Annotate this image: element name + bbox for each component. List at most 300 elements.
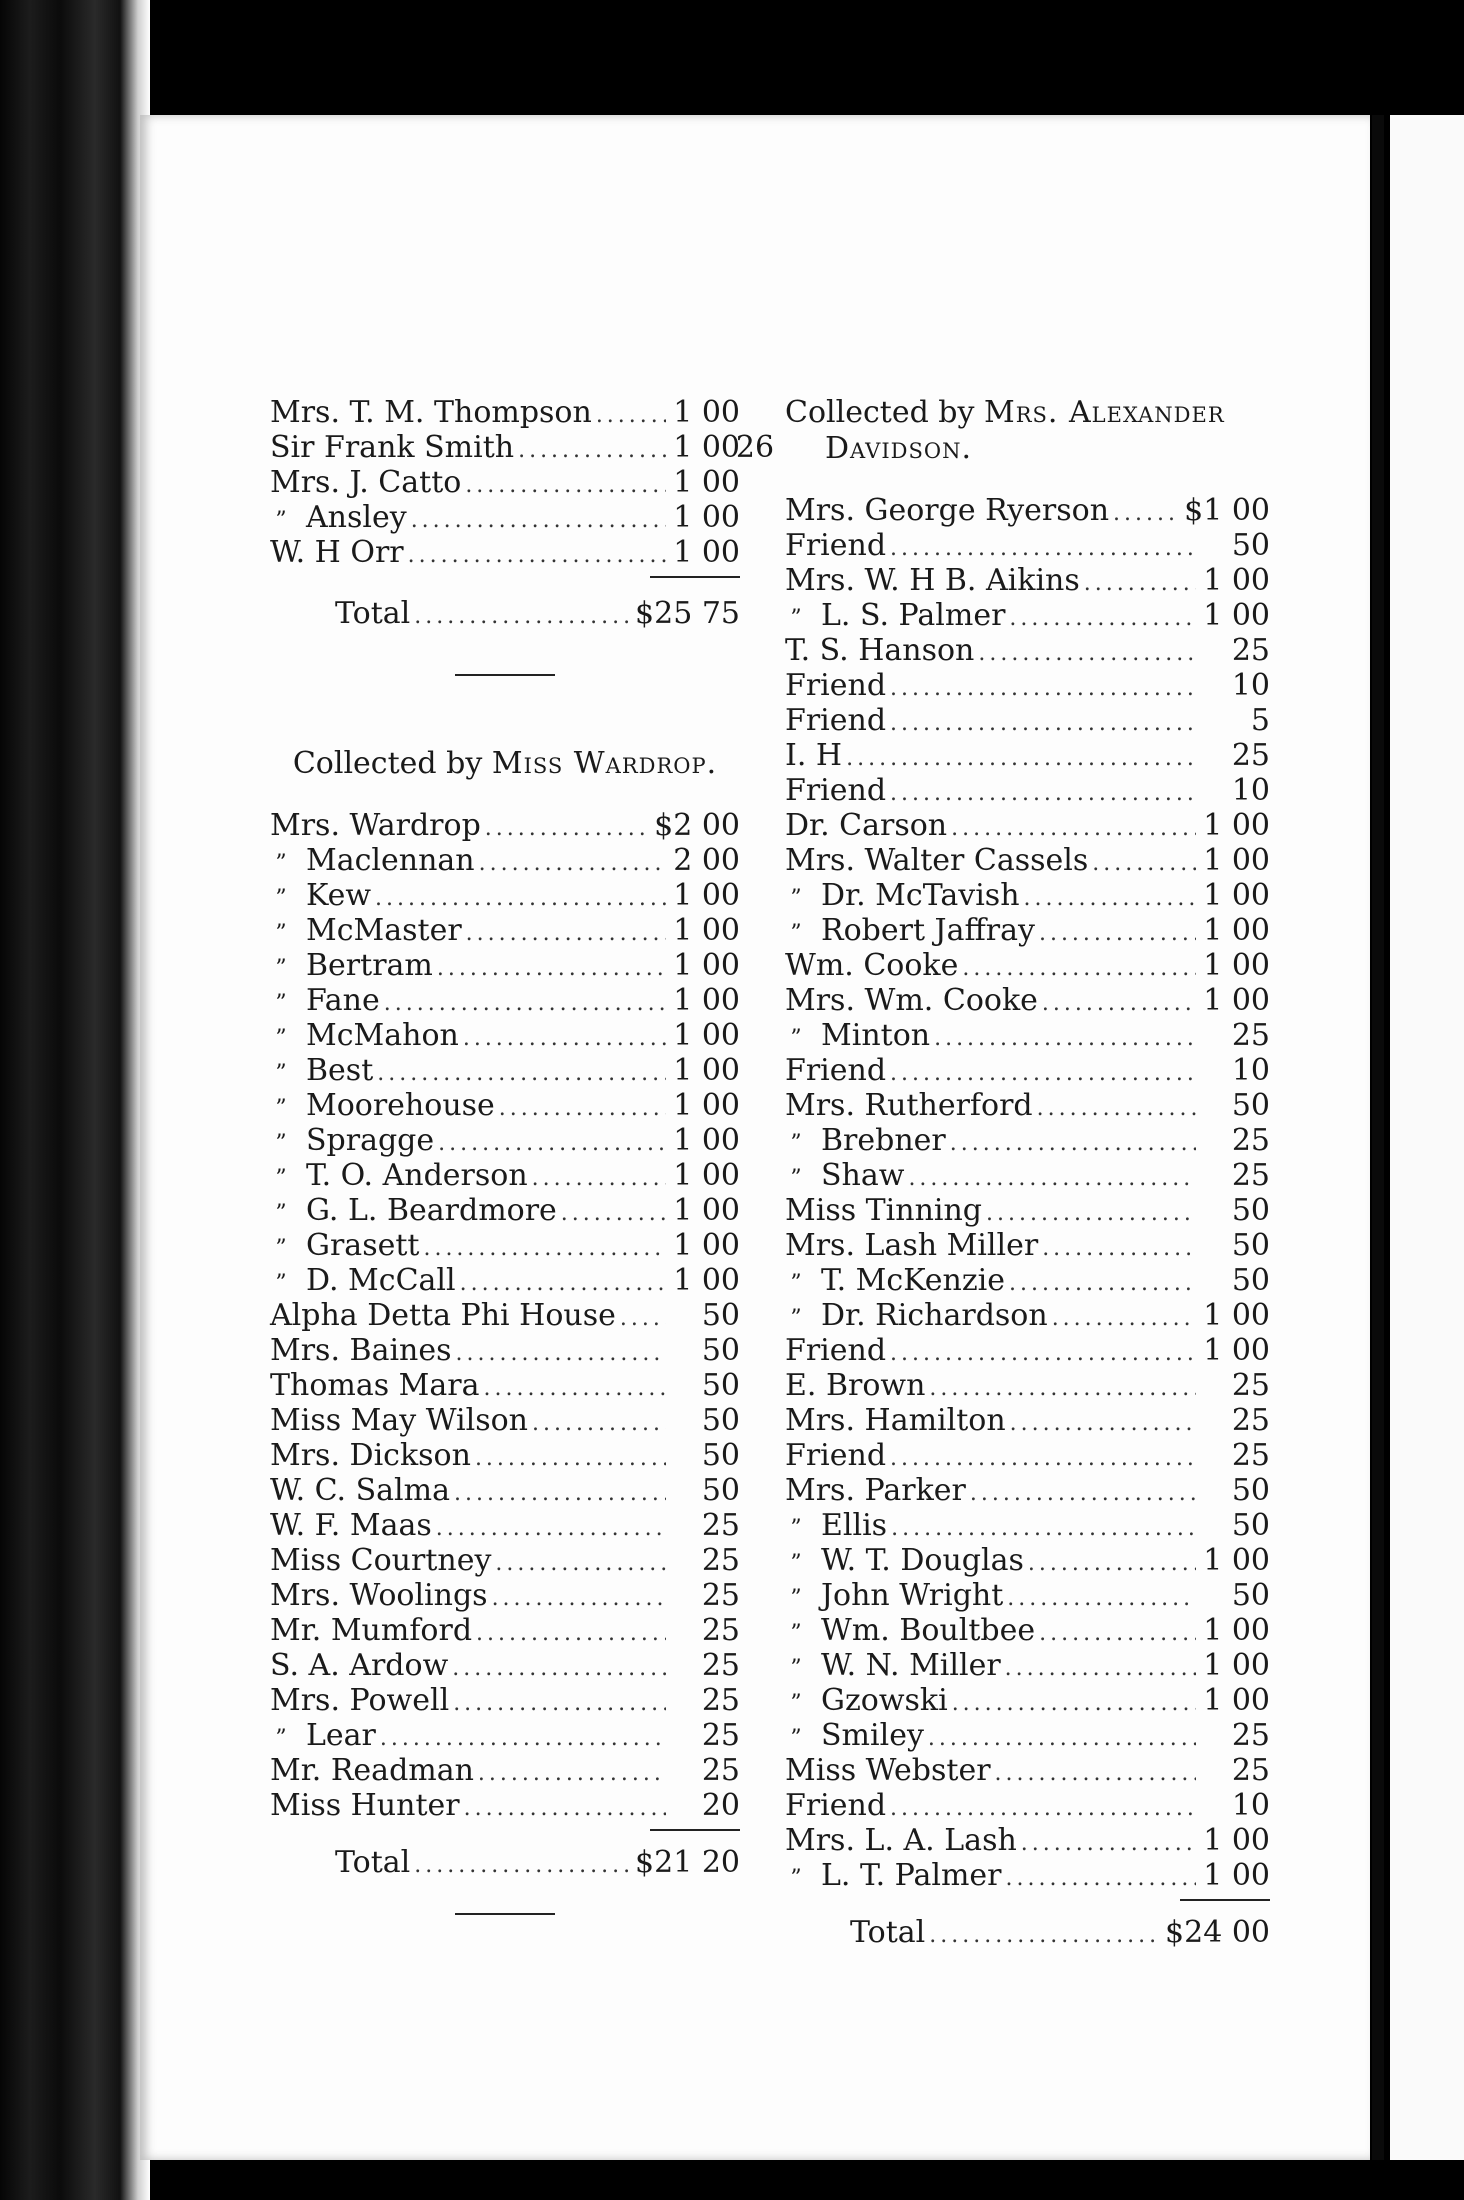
donor-name: Alpha Detta Phi House bbox=[270, 1298, 616, 1333]
donor-name: T. S. Hanson bbox=[785, 633, 975, 668]
donor-name: Friend bbox=[785, 528, 887, 563]
donation-amount: 25 bbox=[1231, 1403, 1270, 1438]
total-row-carryover bbox=[270, 594, 740, 634]
donor-name: S. A. Ardow bbox=[270, 1648, 449, 1683]
leader-dots bbox=[465, 468, 666, 503]
donation-amount: 50 bbox=[701, 1473, 740, 1508]
donor-name: Grasett bbox=[306, 1228, 420, 1263]
donor-name: L. S. Palmer bbox=[821, 598, 1006, 633]
donor-name: Wm. Cooke bbox=[785, 948, 959, 983]
donation-amount: 25 bbox=[1231, 1368, 1270, 1403]
donor-name: Ellis bbox=[821, 1508, 888, 1543]
donation-amount: 50 bbox=[701, 1333, 740, 1368]
ledger-row bbox=[785, 948, 1270, 983]
ledger-row bbox=[270, 1438, 740, 1473]
ditto-mark: ” bbox=[275, 1271, 287, 1296]
donor-name: Friend bbox=[785, 1053, 887, 1088]
donation-amount: 25 bbox=[1231, 1158, 1270, 1193]
donor-name: E. Brown bbox=[785, 1368, 926, 1403]
leader-dots bbox=[846, 741, 1196, 776]
section-heading-davidson bbox=[785, 395, 1270, 467]
donation-amount: 25 bbox=[701, 1648, 740, 1683]
donor-name: Robert Jaffray bbox=[821, 913, 1035, 948]
donation-amount: 1 00 bbox=[673, 1088, 740, 1123]
leader-dots bbox=[478, 1756, 666, 1791]
leader-dots bbox=[890, 1336, 1196, 1371]
donor-name: Dr. Carson bbox=[785, 808, 948, 843]
ledger-row bbox=[785, 668, 1270, 703]
ledger-row bbox=[785, 1193, 1270, 1228]
leader-dots bbox=[466, 916, 666, 951]
leader-dots bbox=[414, 1846, 631, 1886]
ditto-mark: ” bbox=[790, 1131, 802, 1156]
ledger-row bbox=[270, 1543, 740, 1578]
donor-name: Miss Hunter bbox=[270, 1788, 460, 1823]
donor-name: Ansley bbox=[306, 500, 407, 535]
ledger-row bbox=[785, 1578, 1270, 1613]
ledger-row bbox=[785, 1718, 1270, 1753]
leader-dots bbox=[1028, 1546, 1196, 1581]
ledger-row bbox=[785, 983, 1270, 1018]
leader-dots bbox=[934, 1021, 1196, 1056]
ditto-mark: ” bbox=[790, 1586, 802, 1611]
ledger-row bbox=[270, 1473, 740, 1508]
total-label: Total bbox=[335, 1845, 411, 1880]
donation-amount: 1 00 bbox=[1203, 878, 1270, 913]
donation-amount: 1 00 bbox=[673, 948, 740, 983]
ditto-mark: ” bbox=[790, 1726, 802, 1751]
donor-name: Gzowski bbox=[821, 1683, 948, 1718]
donation-amount: 1 00 bbox=[673, 535, 740, 570]
ledger-row bbox=[785, 563, 1270, 598]
leader-dots bbox=[452, 1651, 666, 1686]
leader-dots bbox=[1084, 566, 1196, 601]
ditto-mark: ” bbox=[275, 1726, 287, 1751]
leader-dots bbox=[891, 1511, 1196, 1546]
donor-name: Mrs. Powell bbox=[270, 1683, 450, 1718]
donation-amount: 50 bbox=[701, 1403, 740, 1438]
donation-amount: 25 bbox=[1231, 1018, 1270, 1053]
ditto-mark: ” bbox=[275, 956, 287, 981]
ledger-row bbox=[270, 1123, 740, 1158]
leader-dots bbox=[485, 811, 650, 846]
donor-name: Mrs. T. M. Thompson bbox=[270, 395, 592, 430]
ledger-row bbox=[270, 1753, 740, 1788]
ledger-row bbox=[785, 808, 1270, 843]
donor-name: Mrs. W. H B. Aikins bbox=[785, 563, 1080, 598]
leader-dots bbox=[1113, 496, 1180, 531]
donor-name: John Wright bbox=[821, 1578, 1004, 1613]
ditto-mark: ” bbox=[790, 1306, 802, 1331]
donation-amount: 1 00 bbox=[1203, 1333, 1270, 1368]
total-row-davidson bbox=[785, 1913, 1270, 1953]
ditto-mark: ” bbox=[790, 1516, 802, 1541]
sum-rule bbox=[270, 1823, 740, 1843]
donor-name: Mrs. Wm. Cooke bbox=[785, 983, 1038, 1018]
donor-name: T. McKenzie bbox=[821, 1263, 1006, 1298]
davidson-list bbox=[785, 493, 1270, 1893]
leader-dots bbox=[1024, 881, 1196, 916]
donation-amount: 10 bbox=[1231, 668, 1270, 703]
donation-amount: 1 00 bbox=[1203, 948, 1270, 983]
ledger-row bbox=[270, 1053, 740, 1088]
ditto-mark: ” bbox=[790, 1166, 802, 1191]
sum-rule bbox=[270, 570, 740, 590]
leader-dots bbox=[454, 1476, 666, 1511]
heading-prefix: Collected by bbox=[292, 746, 483, 781]
ledger-row bbox=[785, 878, 1270, 913]
ledger-row bbox=[785, 1613, 1270, 1648]
donor-name: Friend bbox=[785, 773, 887, 808]
donor-name: Kew bbox=[306, 878, 372, 913]
donor-name: Brebner bbox=[821, 1123, 946, 1158]
page-gutter-edge bbox=[1372, 115, 1384, 2160]
leader-dots bbox=[962, 951, 1196, 986]
leader-dots bbox=[1009, 601, 1196, 636]
ledger-row bbox=[785, 1298, 1270, 1333]
donation-amount: 1 00 bbox=[673, 1018, 740, 1053]
leader-dots bbox=[1021, 1826, 1196, 1861]
donation-amount: 10 bbox=[1231, 1053, 1270, 1088]
ditto-mark: ” bbox=[790, 606, 802, 631]
donation-amount: 50 bbox=[1231, 1193, 1270, 1228]
ditto-mark: ” bbox=[275, 1096, 287, 1121]
donation-amount: 1 00 bbox=[673, 1053, 740, 1088]
donation-amount: 25 bbox=[701, 1578, 740, 1613]
donation-amount: 50 bbox=[1231, 1263, 1270, 1298]
donation-amount: 25 bbox=[1231, 1753, 1270, 1788]
ditto-mark: ” bbox=[275, 1201, 287, 1226]
ledger-row bbox=[270, 1298, 740, 1333]
ditto-mark: ” bbox=[790, 1026, 802, 1051]
donation-amount: 50 bbox=[1231, 528, 1270, 563]
ledger-row bbox=[785, 1053, 1270, 1088]
donation-amount: 1 00 bbox=[673, 1263, 740, 1298]
donation-amount: 50 bbox=[1231, 1578, 1270, 1613]
ditto-mark: ” bbox=[790, 921, 802, 946]
donor-name: G. L. Beardmore bbox=[306, 1193, 557, 1228]
ledger-row bbox=[270, 1158, 740, 1193]
donor-name: McMahon bbox=[306, 1018, 459, 1053]
donation-amount: 1 00 bbox=[1203, 983, 1270, 1018]
donor-name: W. N. Miller bbox=[821, 1648, 1001, 1683]
donor-name: Thomas Mara bbox=[270, 1368, 480, 1403]
ledger-row bbox=[270, 430, 740, 465]
ditto-mark: ” bbox=[790, 886, 802, 911]
total-label: Total bbox=[335, 596, 411, 631]
donor-name: D. McCall bbox=[306, 1263, 456, 1298]
ledger-row bbox=[270, 1613, 740, 1648]
ledger-row bbox=[785, 913, 1270, 948]
ledger-row bbox=[785, 773, 1270, 808]
donor-name: Bertram bbox=[306, 948, 433, 983]
donation-amount: 25 bbox=[1231, 1123, 1270, 1158]
leader-dots bbox=[375, 881, 666, 916]
total-row-wardrop bbox=[270, 1843, 740, 1883]
donation-amount: 1 00 bbox=[1203, 808, 1270, 843]
leader-dots bbox=[463, 1021, 666, 1056]
leader-dots bbox=[532, 1161, 666, 1196]
donor-name: Wm. Boultbee bbox=[821, 1613, 1036, 1648]
ditto-mark: ” bbox=[275, 886, 287, 911]
donation-amount: 50 bbox=[1231, 1228, 1270, 1263]
donor-name: Smiley bbox=[821, 1718, 924, 1753]
donor-name: Dr. McTavish bbox=[821, 878, 1020, 913]
ledger-row bbox=[785, 528, 1270, 563]
ledger-row bbox=[785, 1438, 1270, 1473]
leader-dots bbox=[380, 1721, 666, 1756]
donor-name: Mr. Mumford bbox=[270, 1613, 473, 1648]
ledger-row bbox=[785, 1403, 1270, 1438]
donation-amount: 1 00 bbox=[1203, 1298, 1270, 1333]
donor-name: W. C. Salma bbox=[270, 1473, 450, 1508]
donor-name: Fane bbox=[306, 983, 380, 1018]
right-column bbox=[785, 395, 1270, 1953]
donation-amount: 50 bbox=[1231, 1088, 1270, 1123]
sum-rule bbox=[785, 1893, 1270, 1913]
ledger-row bbox=[270, 1403, 740, 1438]
donation-amount: 1 00 bbox=[673, 1228, 740, 1263]
ditto-mark: ” bbox=[790, 1621, 802, 1646]
donor-name: Mrs. Parker bbox=[785, 1473, 966, 1508]
donor-name: Friend bbox=[785, 1788, 887, 1823]
ledger-row bbox=[270, 1788, 740, 1823]
leader-dots bbox=[475, 1441, 666, 1476]
ledger-row bbox=[785, 1123, 1270, 1158]
carryover-list bbox=[270, 395, 740, 570]
donor-name: Friend bbox=[785, 1333, 887, 1368]
donation-amount: 1 00 bbox=[1203, 563, 1270, 598]
donor-name: Minton bbox=[821, 1018, 931, 1053]
ledger-row bbox=[785, 1018, 1270, 1053]
ledger-row bbox=[785, 1648, 1270, 1683]
wardrop-list bbox=[270, 808, 740, 1823]
leader-dots bbox=[970, 1476, 1196, 1511]
leader-dots bbox=[1007, 1581, 1196, 1616]
ditto-mark: ” bbox=[790, 1691, 802, 1716]
ledger-row bbox=[270, 1193, 740, 1228]
donation-amount: 25 bbox=[701, 1718, 740, 1753]
leader-dots bbox=[929, 1916, 1161, 1956]
ledger-row bbox=[785, 1788, 1270, 1823]
leader-dots bbox=[890, 776, 1196, 811]
facing-page-edge bbox=[1390, 115, 1464, 2160]
ledger-row bbox=[270, 1718, 740, 1753]
ledger-row bbox=[270, 1648, 740, 1683]
donation-amount: 1 00 bbox=[1203, 1683, 1270, 1718]
ledger-row bbox=[785, 1858, 1270, 1893]
ledger-row bbox=[270, 1368, 740, 1403]
leader-dots bbox=[1005, 1651, 1196, 1686]
donor-name: Miss May Wilson bbox=[270, 1403, 529, 1438]
leader-dots bbox=[437, 951, 666, 986]
ditto-mark: ” bbox=[275, 1131, 287, 1156]
ledger-row bbox=[785, 1333, 1270, 1368]
leader-dots bbox=[890, 671, 1196, 706]
donation-amount: 1 00 bbox=[673, 1158, 740, 1193]
leader-dots bbox=[951, 811, 1196, 846]
donation-amount: 5 bbox=[1250, 703, 1270, 738]
donor-name: Mrs. Rutherford bbox=[785, 1088, 1033, 1123]
leader-dots bbox=[411, 503, 666, 538]
leader-dots bbox=[453, 1686, 666, 1721]
leader-dots bbox=[479, 846, 666, 881]
book-spine bbox=[0, 0, 150, 2200]
leader-dots bbox=[890, 706, 1196, 741]
leader-dots bbox=[1052, 1301, 1196, 1336]
total-amount: $25 75 bbox=[635, 596, 740, 631]
donation-amount: 25 bbox=[701, 1753, 740, 1788]
leader-dots bbox=[414, 597, 631, 637]
leader-dots bbox=[495, 1546, 666, 1581]
donor-name: Best bbox=[306, 1053, 374, 1088]
ditto-mark: ” bbox=[275, 1236, 287, 1261]
donor-name: Sir Frank Smith bbox=[270, 430, 515, 465]
ledger-row bbox=[785, 633, 1270, 668]
ledger-row bbox=[785, 598, 1270, 633]
leader-dots bbox=[929, 1371, 1196, 1406]
donation-amount: $1 00 bbox=[1184, 493, 1270, 528]
donor-name: Mrs. Hamilton bbox=[785, 1403, 1006, 1438]
total-amount: $21 20 bbox=[635, 1845, 740, 1880]
donation-amount: 1 00 bbox=[673, 1193, 740, 1228]
total-amount: $24 00 bbox=[1165, 1915, 1270, 1950]
leader-dots bbox=[986, 1196, 1196, 1231]
heading-collector-name: Mrs. Alexander bbox=[984, 395, 1225, 430]
ledger-row bbox=[785, 1228, 1270, 1263]
donation-amount: 1 00 bbox=[1203, 1858, 1270, 1893]
ledger-row bbox=[270, 983, 740, 1018]
leader-dots bbox=[890, 531, 1196, 566]
left-column bbox=[270, 395, 740, 1915]
ditto-mark: ” bbox=[790, 1656, 802, 1681]
donor-name: Maclennan bbox=[306, 843, 475, 878]
donor-name: Mrs. George Ryerson bbox=[785, 493, 1110, 528]
leader-dots bbox=[978, 636, 1196, 671]
leader-dots bbox=[952, 1686, 1196, 1721]
ledger-row bbox=[785, 703, 1270, 738]
donor-name: Friend bbox=[785, 668, 887, 703]
heading-collector-name-cont: Davidson. bbox=[825, 431, 972, 466]
donation-amount: 1 00 bbox=[673, 500, 740, 535]
leader-dots bbox=[620, 1301, 666, 1336]
leader-dots bbox=[995, 1756, 1196, 1791]
leader-dots bbox=[408, 538, 666, 573]
section-divider bbox=[455, 1913, 555, 1915]
ditto-mark: ” bbox=[275, 851, 287, 876]
leader-dots bbox=[596, 398, 666, 433]
donor-name: Moorehouse bbox=[306, 1088, 495, 1123]
ledger-row bbox=[270, 1683, 740, 1718]
donation-amount: 1 00 bbox=[1203, 843, 1270, 878]
ledger-row bbox=[270, 843, 740, 878]
ditto-mark: ” bbox=[275, 921, 287, 946]
leader-dots bbox=[1006, 1861, 1196, 1896]
donation-amount: $2 00 bbox=[654, 808, 740, 843]
donor-name: Shaw bbox=[821, 1158, 905, 1193]
ledger-row bbox=[785, 1508, 1270, 1543]
donation-amount: 50 bbox=[1231, 1508, 1270, 1543]
leader-dots bbox=[1092, 846, 1196, 881]
ditto-mark: ” bbox=[275, 508, 287, 533]
ledger-row bbox=[270, 948, 740, 983]
donor-name: Mrs. Lash Miller bbox=[785, 1228, 1039, 1263]
donation-amount: 25 bbox=[1231, 1718, 1270, 1753]
donor-name: McMaster bbox=[306, 913, 462, 948]
donation-amount: 1 00 bbox=[1203, 1613, 1270, 1648]
donation-amount: 25 bbox=[701, 1508, 740, 1543]
ledger-row bbox=[270, 1333, 740, 1368]
ledger-row bbox=[785, 493, 1270, 528]
leader-dots bbox=[890, 1791, 1196, 1826]
ledger-row bbox=[270, 1578, 740, 1613]
donor-name: Friend bbox=[785, 1438, 887, 1473]
ledger-row bbox=[270, 808, 740, 843]
donation-amount: 1 00 bbox=[673, 878, 740, 913]
donor-name: W. F. Maas bbox=[270, 1508, 432, 1543]
donor-name: Mrs. J. Catto bbox=[270, 465, 462, 500]
total-label: Total bbox=[850, 1915, 926, 1950]
donation-amount: 1 00 bbox=[1203, 598, 1270, 633]
donation-amount: 2 00 bbox=[673, 843, 740, 878]
ditto-mark: ” bbox=[790, 1271, 802, 1296]
leader-dots bbox=[928, 1721, 1196, 1756]
ledger-row bbox=[270, 500, 740, 535]
donor-name: Spragge bbox=[306, 1123, 435, 1158]
ledger-row bbox=[785, 1158, 1270, 1193]
leader-dots bbox=[476, 1616, 666, 1651]
leader-dots bbox=[561, 1196, 666, 1231]
ditto-mark: ” bbox=[275, 991, 287, 1016]
leader-dots bbox=[499, 1091, 666, 1126]
ledger-row bbox=[785, 843, 1270, 878]
leader-dots bbox=[456, 1336, 666, 1371]
ledger-row bbox=[785, 1088, 1270, 1123]
leader-dots bbox=[1009, 1266, 1196, 1301]
leader-dots bbox=[492, 1581, 666, 1616]
donation-amount: 1 00 bbox=[673, 1123, 740, 1158]
donation-amount: 10 bbox=[1231, 773, 1270, 808]
leader-dots bbox=[518, 433, 666, 468]
donation-amount: 1 00 bbox=[673, 983, 740, 1018]
donor-name: L. T. Palmer bbox=[821, 1858, 1002, 1893]
page-number: 26 bbox=[735, 430, 775, 465]
donor-name: Miss Tinning bbox=[785, 1193, 983, 1228]
donor-name: Miss Webster bbox=[785, 1753, 991, 1788]
ledger-row bbox=[785, 1263, 1270, 1298]
donation-amount: 25 bbox=[1231, 1438, 1270, 1473]
donor-name: Mrs. L. A. Lash bbox=[785, 1823, 1017, 1858]
leader-dots bbox=[436, 1511, 666, 1546]
leader-dots bbox=[438, 1126, 666, 1161]
donation-amount: 1 00 bbox=[673, 430, 740, 465]
ledger-row bbox=[785, 1683, 1270, 1718]
ditto-mark: ” bbox=[275, 1061, 287, 1086]
ledger-row bbox=[785, 1473, 1270, 1508]
donation-amount: 1 00 bbox=[1203, 913, 1270, 948]
ledger-row bbox=[270, 465, 740, 500]
ledger-row bbox=[270, 535, 740, 570]
donor-name: Lear bbox=[306, 1718, 376, 1753]
ledger-row bbox=[270, 395, 740, 430]
donation-amount: 25 bbox=[1231, 633, 1270, 668]
donation-amount: 25 bbox=[1231, 738, 1270, 773]
donor-name: Mrs. Baines bbox=[270, 1333, 452, 1368]
donation-amount: 1 00 bbox=[673, 913, 740, 948]
ditto-mark: ” bbox=[790, 1866, 802, 1891]
leader-dots bbox=[890, 1056, 1196, 1091]
ledger-row bbox=[785, 1368, 1270, 1403]
